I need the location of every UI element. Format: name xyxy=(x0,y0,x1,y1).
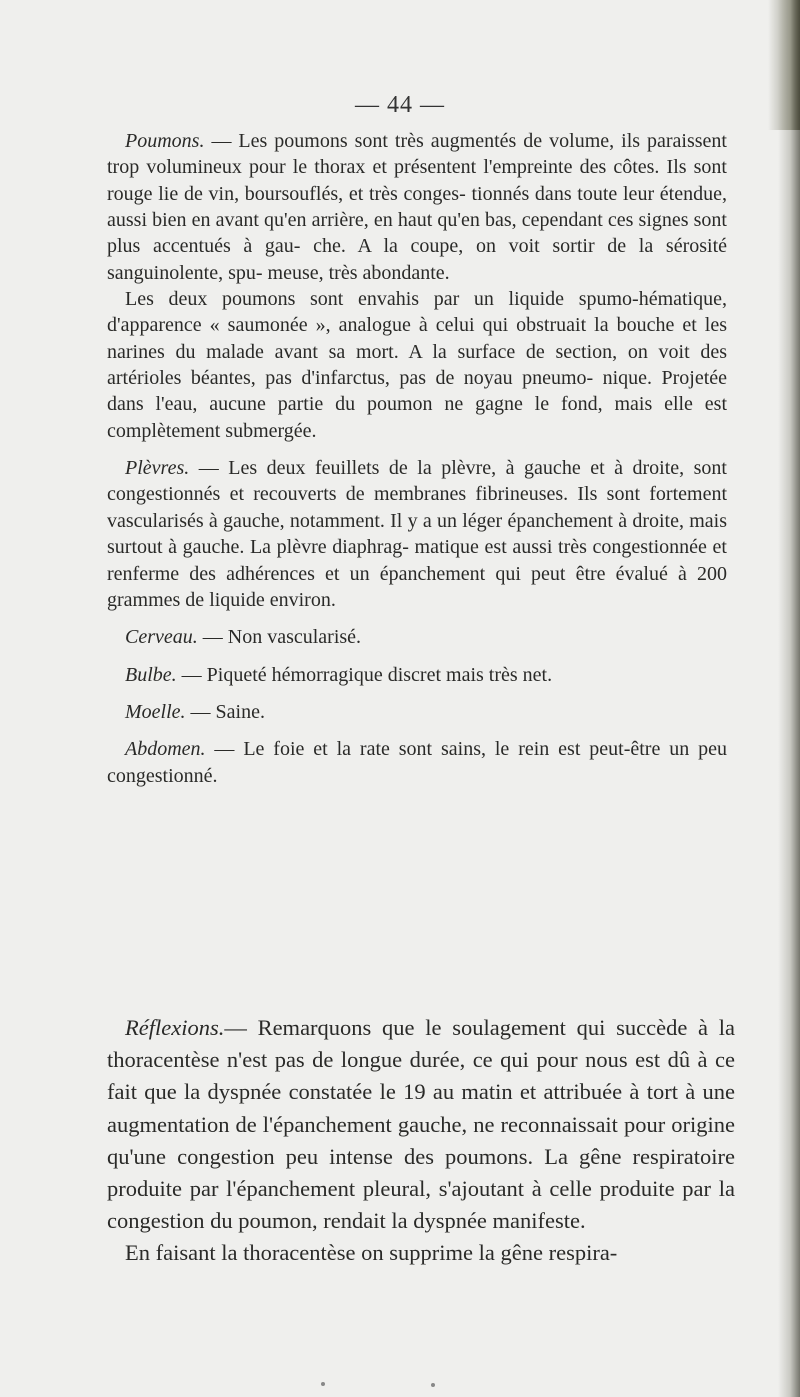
section-text: — Les deux feuillets de la plèvre, à gauche et à droite, sont congestionnés et recouverts de membranes fibrineuses. Ils sont fortement vascularisés à gauche, notamment. Il y a un léger épanchement à droite, mais surtout à gauche. La plèvre diaphrag- matique est aussi très congestionnée et renferme des adhérences et un épanchement qui peut être évalué à 200 grammes de liquide environ. xyxy=(107,457,727,611)
section-term: Moelle. xyxy=(125,700,186,723)
reflexions-section xyxy=(107,1012,735,1270)
page-number: — 44 — xyxy=(355,92,445,118)
paragraph-poumons-2 xyxy=(107,286,727,444)
section-text: — Piqueté hémorragique discret mais très net. xyxy=(176,663,553,686)
section-text: — Saine. xyxy=(185,700,265,723)
paragraph-reflexions xyxy=(107,1012,735,1237)
print-speck xyxy=(431,1383,435,1387)
paragraph-poumons xyxy=(107,128,727,286)
autopsy-findings xyxy=(107,128,727,789)
section-text: — Non vascularisé. xyxy=(197,626,362,649)
section-text: Les deux poumons sont envahis par un liquide spumo-hématique, d'apparence « saumonée », analogue à celui qui obstruait la bouche et les narines du malade avant sa mort. A la surface de section, on voit des artérioles béantes, pas d'infarctus, pas de noyau pneumo- nique. Projetée dans l'eau, aucune partie du poumon ne gagne le fond, mais elle est complètement submergée. xyxy=(107,288,727,442)
page-edge-shadow xyxy=(778,0,800,1397)
reflexions-text: — Remarquons que le soulagement qui succède à la thoracentèse n'est pas de longue durée, ce qui pour nous est dû à ce fait que la dyspnée constatée le 19 au matin et attribuée à tort à une augmentation de l'épanchement gauche, ne reconnaissait pour origine qu'une congestion peu intense des poumons. La gêne respiratoire produite par l'épanchement pleural, s'ajoutant à celle produite par la congestion du poumon, rendait la dyspnée manifeste. xyxy=(107,1015,735,1234)
paragraph-bulbe xyxy=(107,662,727,688)
section-text: — Les poumons sont très augmentés de volume, ils paraissent trop volumineux pour le thorax et présentent l'empreinte des côtes. Ils sont rouge lie de vin, boursouflés, et très conges- tionnés dans toute leur étendue, aussi bien en avant qu'en arrière, en haut qu'en bas, cependant ces signes sont plus accentués à gau- che. A la coupe, on voit sortir de la sérosité sanguinolente, spu- meuse, très abondante. xyxy=(107,130,727,284)
section-term: Abdomen. xyxy=(125,738,206,761)
section-term: Cerveau. xyxy=(125,626,198,649)
section-term: Plèvres. xyxy=(125,457,190,480)
paragraph-cerveau xyxy=(107,624,727,650)
section-text: — Le foie et la rate sont sains, le rein est peut-être un peu congestionné. xyxy=(107,738,727,787)
paragraph-moelle xyxy=(107,699,727,725)
paragraph-abdomen xyxy=(107,736,727,789)
continuation-text: En faisant la thoracentèse on supprime la gêne respira- xyxy=(125,1240,618,1266)
paragraph-continuation xyxy=(107,1237,735,1269)
print-speck xyxy=(321,1382,325,1386)
paragraph-plevres xyxy=(107,455,727,613)
reflexions-term: Réflexions. xyxy=(125,1015,225,1040)
section-term: Poumons. xyxy=(125,130,205,152)
section-term: Bulbe. xyxy=(125,663,177,686)
